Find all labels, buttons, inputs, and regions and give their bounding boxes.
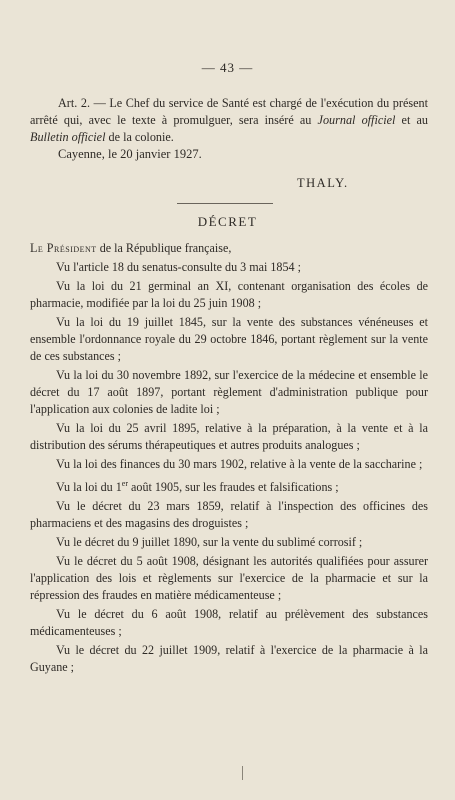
- visa-text: Vu la loi du 1: [56, 480, 122, 495]
- ordinal-superscript: er: [121, 479, 129, 488]
- article-text-3: de la colonie.: [105, 130, 174, 145]
- preamble-rest: de la République française,: [96, 241, 232, 255]
- decree-title: DÉCRET: [197, 214, 258, 229]
- journal-officiel-title: Journal officiel: [317, 113, 396, 128]
- visa-paragraph: [30, 475, 428, 496]
- article-text-2: et au: [395, 113, 428, 128]
- visa-paragraph: Vu le décret du 5 août 1908, désignant les autorités qualifiées pour assurer l'application des lois et règlements sur l'exercice de la pharmacie et sur la répression des fraudes en matière médicamenteuse ;: [30, 554, 428, 603]
- page-edge-mark: [242, 766, 243, 780]
- visa-paragraph: Vu le décret du 23 mars 1859, relatif à l'inspection des officines des pharmaciens et des magasins des droguistes ;: [30, 499, 428, 531]
- visa-paragraph: Vu la loi des finances du 30 mars 1902, relative à la vente de la saccharine ;: [56, 457, 423, 471]
- page-number: — 43 —: [201, 60, 254, 75]
- visa-paragraph: Vu la loi du 19 juillet 1845, sur la vente des substances vénéneuses et ensemble l'ordonnance royale du 29 octobre 1846, portant règlement sur la vente de ces substances ;: [30, 315, 428, 363]
- visa-paragraph: Vu le décret du 22 juillet 1909, relatif à l'exercice de la pharmacie à la Guyane ;: [30, 643, 428, 675]
- visa-paragraph: Vu la loi du 21 germinal an XI, contenant organisation des écoles de pharmacie, modifiée par la loi du 25 juin 1908 ;: [30, 279, 428, 310]
- visa-text: août 1905, sur les fraudes et falsifications ;: [128, 480, 339, 495]
- article-2-paragraph: [30, 95, 428, 146]
- preamble-lead: Le Président: [30, 241, 97, 255]
- visa-paragraph: Vu l'article 18 du senatus-consulte du 3 mai 1854 ;: [56, 260, 301, 274]
- place-date: Cayenne, le 20 janvier 1927.: [58, 147, 202, 161]
- decree-body: [30, 240, 428, 678]
- section-divider: [177, 203, 273, 204]
- visa-paragraph: Vu le décret du 6 août 1908, relatif au prélèvement des substances médicamenteuses ;: [30, 607, 428, 639]
- visa-paragraph: Vu la loi du 30 novembre 1892, sur l'exercice de la médecine et ensemble le décret du 17 août 1897, portant règlement d'administration publique pour l'application aux colonies de ladite loi ;: [30, 368, 428, 416]
- bulletin-officiel-title: Bulletin officiel: [30, 130, 106, 145]
- visa-paragraph: Vu la loi du 25 avril 1895, relative à la préparation, à la vente et à la distribution des sérums thérapeutiques et autres produits analogues ;: [30, 421, 428, 452]
- visa-paragraph: Vu le décret du 9 juillet 1890, sur la vente du sublimé corrosif ;: [56, 535, 363, 550]
- signer-name: THALY.: [297, 176, 349, 190]
- article-text-1: Le Chef du service de Santé est chargé de l'exécution du présent arrêté qui, avec le texte à promulguer, sera inséré au: [30, 96, 428, 128]
- preamble: [30, 240, 428, 257]
- article-label: Art. 2. —: [58, 96, 106, 111]
